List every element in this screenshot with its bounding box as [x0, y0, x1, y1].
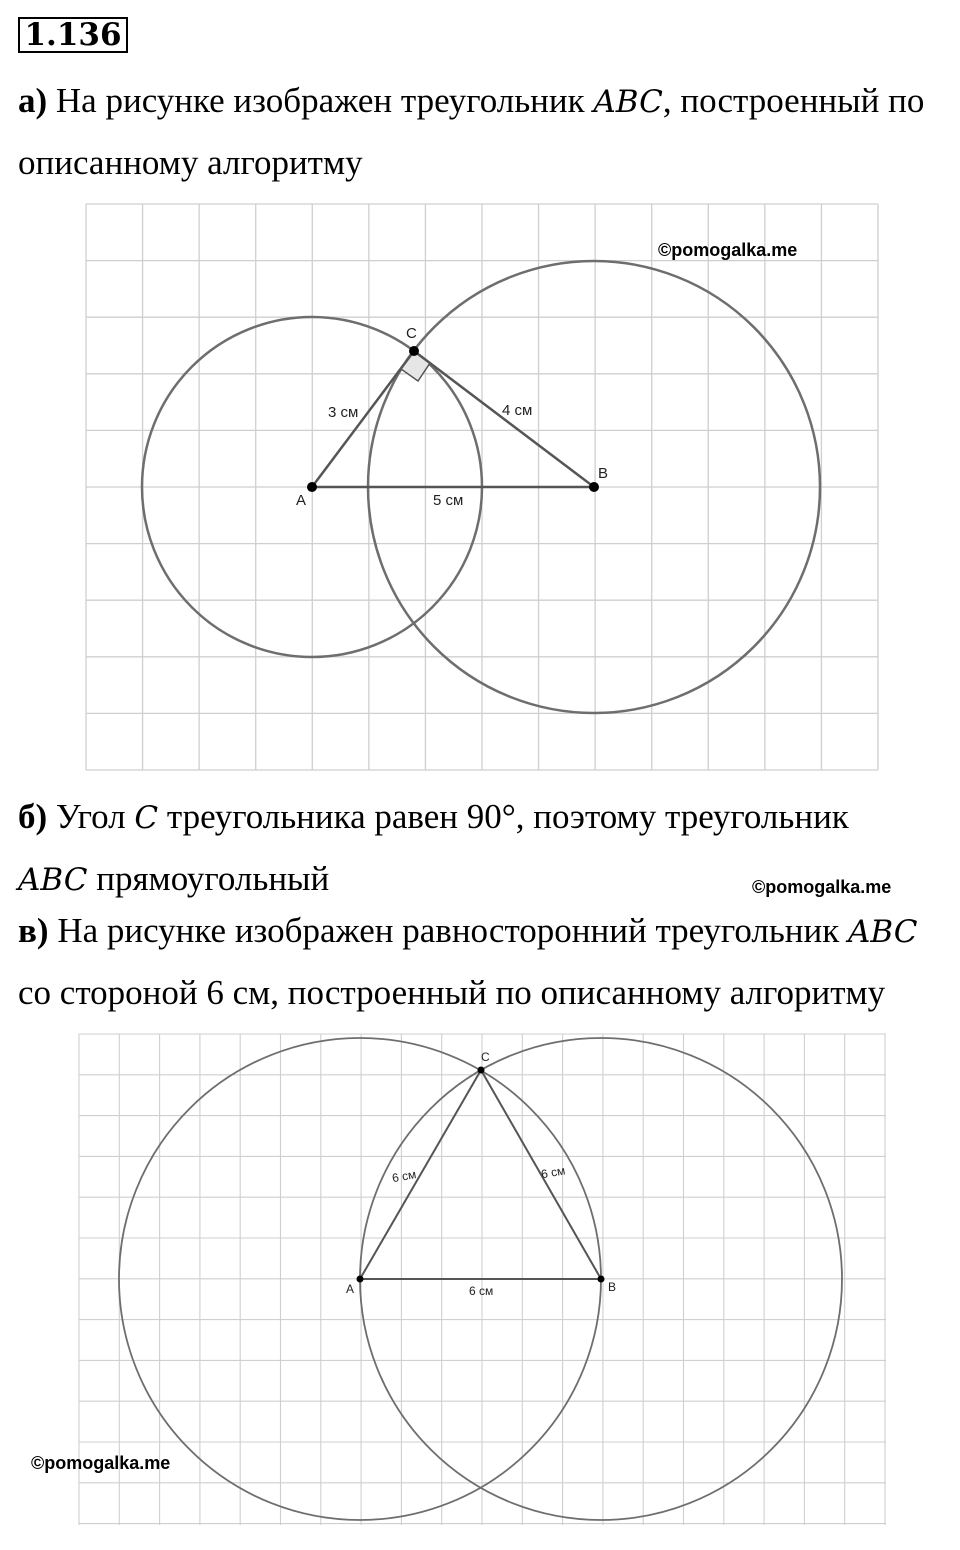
- part-c-text: На рисунке изображен равносторонний треугольник: [57, 911, 840, 950]
- figure-c-watermark: ©pomogalka.me: [31, 1453, 171, 1473]
- part-a-line1: [18, 82, 924, 121]
- point-a: [357, 1276, 364, 1283]
- part-a-marker: а): [18, 81, 48, 120]
- part-b-marker: б): [18, 797, 48, 836]
- part-b-text3: прямоугольный: [96, 859, 330, 898]
- part-b-text1: Угол: [55, 797, 126, 836]
- segment-cb: [414, 351, 594, 487]
- label-ab-length: 6 см: [469, 1284, 494, 1298]
- part-c-line1: [18, 912, 917, 951]
- label-cb-length: 4 см: [502, 402, 533, 419]
- part-b-triangle-name: ABC: [18, 862, 88, 898]
- point-b: [589, 482, 599, 492]
- label-cb-length: 6 см: [539, 1163, 567, 1182]
- part-b-angle-name: C: [134, 800, 159, 836]
- label-b: B: [598, 465, 609, 482]
- label-ac-length: 6 см: [390, 1167, 418, 1186]
- part-a-triangle-name: ABC: [593, 84, 663, 120]
- task-number: 1.136: [18, 17, 128, 53]
- part-a-text: На рисунке изображен треугольник: [55, 81, 585, 120]
- label-ac-length: 3 см: [328, 404, 359, 421]
- figure-a: [0, 195, 960, 775]
- point-a: [307, 482, 317, 492]
- part-a-line2: описанному алгоритму: [18, 143, 363, 182]
- segment-ac: [360, 1070, 481, 1279]
- label-a: A: [296, 492, 307, 509]
- part-b-line1: [18, 798, 849, 837]
- figure-c: [0, 1025, 960, 1550]
- part-a-text-end: , построенный по: [662, 81, 925, 120]
- point-b: [598, 1276, 605, 1283]
- label-ab-length: 5 см: [433, 492, 464, 509]
- point-c: [478, 1067, 485, 1074]
- label-c: C: [406, 325, 417, 342]
- part-b-line2: [18, 860, 329, 899]
- figure-a-watermark: ©pomogalka.me: [658, 240, 798, 260]
- label-a: A: [346, 1282, 355, 1296]
- label-c: C: [481, 1050, 490, 1064]
- part-b-text2: треугольника равен 90°, поэтому треугольник: [166, 797, 849, 836]
- label-b: B: [608, 1280, 617, 1294]
- part-c-triangle-name: ABC: [848, 914, 918, 950]
- point-c: [409, 346, 419, 356]
- part-c-line2: со стороной 6 см, построенный по описанному алгоритму: [18, 973, 886, 1012]
- part-b-watermark: ©pomogalka.me: [752, 877, 892, 897]
- part-c-marker: в): [18, 911, 49, 950]
